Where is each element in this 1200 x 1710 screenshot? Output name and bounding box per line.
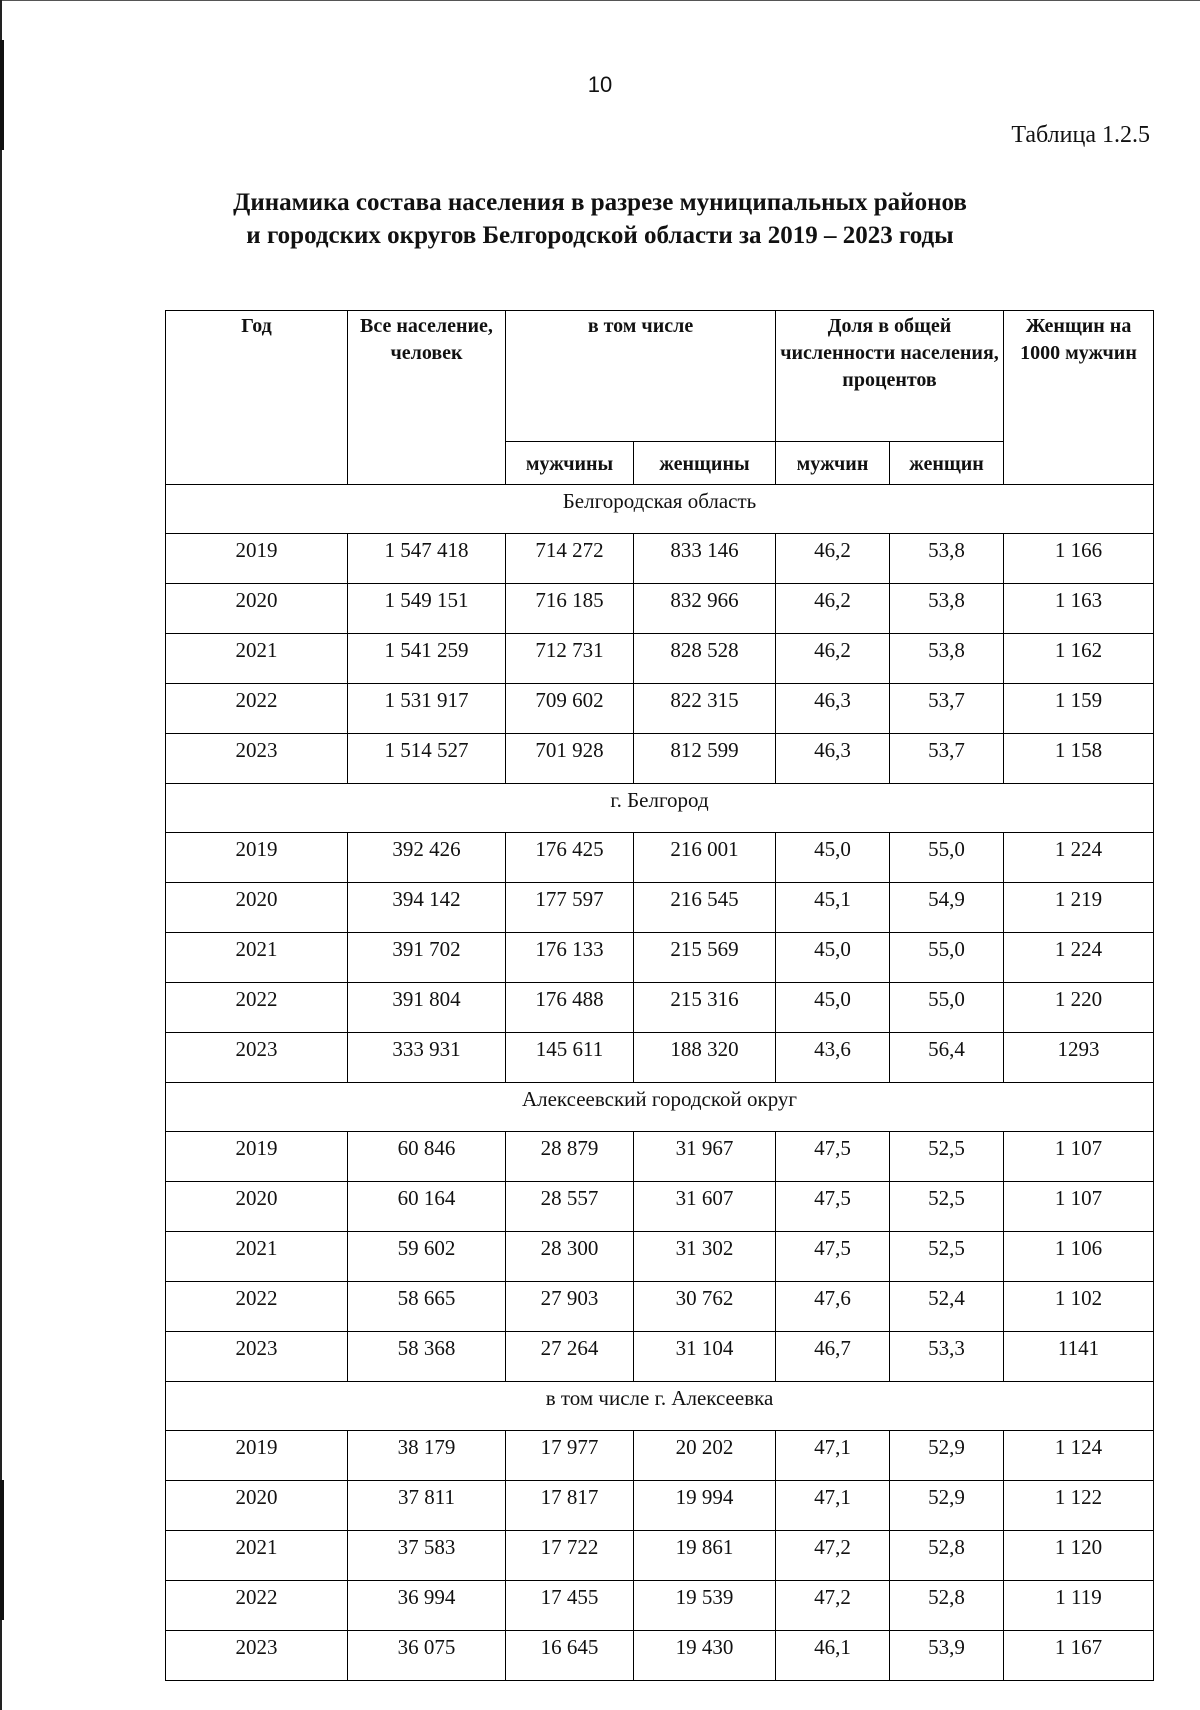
cell-year: 2023	[166, 1631, 348, 1681]
header-women-per-1000: Женщин на 1000 мужчин	[1004, 311, 1154, 485]
cell-year: 2020	[166, 584, 348, 634]
cell-women: 30 762	[634, 1282, 776, 1332]
cell-total: 60 164	[348, 1182, 506, 1232]
table-row	[166, 1033, 1154, 1083]
cell-total: 37 811	[348, 1481, 506, 1531]
cell-year: 2019	[166, 1431, 348, 1481]
cell-men: 17 977	[506, 1431, 634, 1481]
cell-year: 2022	[166, 684, 348, 734]
cell-share-men: 47,5	[776, 1182, 890, 1232]
table-row	[166, 1581, 1154, 1631]
cell-women-per-1000: 1 124	[1004, 1431, 1154, 1481]
scan-edge-left	[0, 0, 2, 1710]
header-share-women: женщин	[890, 442, 1004, 485]
cell-year: 2022	[166, 983, 348, 1033]
header-year: Год	[166, 311, 348, 485]
cell-total: 392 426	[348, 833, 506, 883]
table-row	[166, 1282, 1154, 1332]
cell-share-women: 56,4	[890, 1033, 1004, 1083]
cell-women: 822 315	[634, 684, 776, 734]
cell-men: 17 817	[506, 1481, 634, 1531]
cell-men: 177 597	[506, 883, 634, 933]
cell-women-per-1000: 1 119	[1004, 1581, 1154, 1631]
cell-share-men: 46,2	[776, 584, 890, 634]
cell-men: 28 879	[506, 1132, 634, 1182]
cell-year: 2023	[166, 734, 348, 784]
cell-women: 216 545	[634, 883, 776, 933]
cell-men: 17 722	[506, 1531, 634, 1581]
table-row	[166, 1631, 1154, 1681]
cell-share-women: 53,3	[890, 1332, 1004, 1382]
table-row	[166, 833, 1154, 883]
cell-share-women: 55,0	[890, 933, 1004, 983]
cell-total: 1 549 151	[348, 584, 506, 634]
cell-total: 60 846	[348, 1132, 506, 1182]
cell-women: 812 599	[634, 734, 776, 784]
title-line-2: и городских округов Белгородской области за 2019 – 2023 годы	[246, 222, 954, 249]
section-row	[166, 485, 1154, 534]
table-row	[166, 1182, 1154, 1232]
header-including: в том числе	[506, 311, 776, 442]
cell-women: 31 302	[634, 1232, 776, 1282]
cell-men: 716 185	[506, 584, 634, 634]
cell-women: 215 569	[634, 933, 776, 983]
cell-share-women: 53,8	[890, 634, 1004, 684]
cell-men: 701 928	[506, 734, 634, 784]
cell-year: 2023	[166, 1033, 348, 1083]
cell-men: 27 264	[506, 1332, 634, 1382]
cell-women-per-1000: 1 107	[1004, 1182, 1154, 1232]
page-number: 10	[587, 72, 613, 97]
cell-share-men: 47,1	[776, 1481, 890, 1531]
cell-women-per-1000: 1 220	[1004, 983, 1154, 1033]
cell-share-women: 53,8	[890, 584, 1004, 634]
cell-year: 2020	[166, 1481, 348, 1531]
cell-share-men: 43,6	[776, 1033, 890, 1083]
cell-women-per-1000: 1 224	[1004, 833, 1154, 883]
cell-total: 58 368	[348, 1332, 506, 1382]
cell-share-men: 47,5	[776, 1232, 890, 1282]
cell-share-women: 52,9	[890, 1481, 1004, 1531]
cell-share-women: 55,0	[890, 983, 1004, 1033]
header-share: Доля в общей численности населения, процентов	[776, 311, 1004, 442]
cell-share-men: 47,2	[776, 1531, 890, 1581]
section-title: г. Белгород	[166, 784, 1154, 833]
cell-total: 59 602	[348, 1232, 506, 1282]
cell-year: 2019	[166, 833, 348, 883]
cell-share-women: 52,5	[890, 1132, 1004, 1182]
cell-share-men: 45,0	[776, 833, 890, 883]
cell-women-per-1000: 1 120	[1004, 1531, 1154, 1581]
table-row	[166, 933, 1154, 983]
cell-women: 19 994	[634, 1481, 776, 1531]
header-women: женщины	[634, 442, 776, 485]
cell-total: 37 583	[348, 1531, 506, 1581]
cell-women-per-1000: 1 219	[1004, 883, 1154, 933]
cell-share-men: 46,7	[776, 1332, 890, 1382]
table-header	[166, 311, 1154, 485]
table-row	[166, 684, 1154, 734]
title-line-1: Динамика состава населения в разрезе муниципальных районов	[233, 189, 967, 216]
section-title: в том числе г. Алексеевка	[166, 1382, 1154, 1431]
cell-women-per-1000: 1141	[1004, 1332, 1154, 1382]
cell-year: 2020	[166, 883, 348, 933]
cell-women: 31 967	[634, 1132, 776, 1182]
cell-women: 31 104	[634, 1332, 776, 1382]
cell-women-per-1000: 1293	[1004, 1033, 1154, 1083]
cell-share-men: 47,5	[776, 1132, 890, 1182]
cell-year: 2019	[166, 1132, 348, 1182]
cell-women-per-1000: 1 167	[1004, 1631, 1154, 1681]
cell-share-men: 45,0	[776, 983, 890, 1033]
table-row	[166, 1481, 1154, 1531]
cell-year: 2021	[166, 1232, 348, 1282]
cell-total: 36 994	[348, 1581, 506, 1631]
cell-men: 28 300	[506, 1232, 634, 1282]
cell-women-per-1000: 1 122	[1004, 1481, 1154, 1531]
cell-women: 19 430	[634, 1631, 776, 1681]
page-title	[100, 186, 1100, 252]
table-row	[166, 1431, 1154, 1481]
cell-men: 28 557	[506, 1182, 634, 1232]
table-row	[166, 1332, 1154, 1382]
cell-women: 19 861	[634, 1531, 776, 1581]
cell-women-per-1000: 1 166	[1004, 534, 1154, 584]
cell-share-women: 53,8	[890, 534, 1004, 584]
cell-share-women: 53,7	[890, 734, 1004, 784]
cell-total: 38 179	[348, 1431, 506, 1481]
cell-women-per-1000: 1 106	[1004, 1232, 1154, 1282]
table-row	[166, 1232, 1154, 1282]
cell-women-per-1000: 1 163	[1004, 584, 1154, 634]
cell-total: 36 075	[348, 1631, 506, 1681]
cell-men: 714 272	[506, 534, 634, 584]
cell-total: 1 531 917	[348, 684, 506, 734]
cell-women-per-1000: 1 102	[1004, 1282, 1154, 1332]
cell-total: 333 931	[348, 1033, 506, 1083]
cell-total: 391 702	[348, 933, 506, 983]
cell-share-women: 55,0	[890, 833, 1004, 883]
cell-men: 712 731	[506, 634, 634, 684]
cell-women: 216 001	[634, 833, 776, 883]
cell-men: 709 602	[506, 684, 634, 734]
cell-share-men: 45,0	[776, 933, 890, 983]
section-title: Алексеевский городской округ	[166, 1083, 1154, 1132]
cell-men: 176 133	[506, 933, 634, 983]
cell-share-women: 52,9	[890, 1431, 1004, 1481]
table-row	[166, 1531, 1154, 1581]
cell-share-women: 52,8	[890, 1581, 1004, 1631]
cell-men: 145 611	[506, 1033, 634, 1083]
cell-share-men: 45,1	[776, 883, 890, 933]
cell-year: 2021	[166, 933, 348, 983]
cell-share-women: 54,9	[890, 883, 1004, 933]
cell-men: 16 645	[506, 1631, 634, 1681]
population-table	[165, 310, 1154, 1681]
cell-share-men: 47,1	[776, 1431, 890, 1481]
cell-women-per-1000: 1 107	[1004, 1132, 1154, 1182]
cell-share-men: 46,1	[776, 1631, 890, 1681]
cell-share-men: 46,3	[776, 684, 890, 734]
scan-edge-top	[0, 0, 1200, 1]
header-share-men: мужчин	[776, 442, 890, 485]
cell-women-per-1000: 1 159	[1004, 684, 1154, 734]
cell-share-men: 46,2	[776, 634, 890, 684]
cell-share-women: 52,5	[890, 1232, 1004, 1282]
header-men: мужчины	[506, 442, 634, 485]
cell-year: 2019	[166, 534, 348, 584]
table-row	[166, 534, 1154, 584]
cell-share-men: 47,6	[776, 1282, 890, 1332]
cell-women: 832 966	[634, 584, 776, 634]
cell-year: 2021	[166, 1531, 348, 1581]
cell-men: 17 455	[506, 1581, 634, 1631]
cell-share-men: 46,2	[776, 534, 890, 584]
cell-men: 27 903	[506, 1282, 634, 1332]
table-row	[166, 883, 1154, 933]
section-title: Белгородская область	[166, 485, 1154, 534]
cell-total: 1 541 259	[348, 634, 506, 684]
cell-women-per-1000: 1 158	[1004, 734, 1154, 784]
cell-year: 2022	[166, 1581, 348, 1631]
table-row	[166, 634, 1154, 684]
cell-year: 2020	[166, 1182, 348, 1232]
cell-year: 2022	[166, 1282, 348, 1332]
cell-share-women: 53,7	[890, 684, 1004, 734]
cell-women: 20 202	[634, 1431, 776, 1481]
cell-women: 19 539	[634, 1581, 776, 1631]
cell-total: 1 547 418	[348, 534, 506, 584]
cell-year: 2023	[166, 1332, 348, 1382]
cell-year: 2021	[166, 634, 348, 684]
table-row	[166, 734, 1154, 784]
cell-share-men: 46,3	[776, 734, 890, 784]
cell-total: 391 804	[348, 983, 506, 1033]
table-label: Таблица 1.2.5	[1011, 122, 1150, 148]
cell-share-women: 53,9	[890, 1631, 1004, 1681]
cell-women: 833 146	[634, 534, 776, 584]
cell-total: 58 665	[348, 1282, 506, 1332]
cell-women: 215 316	[634, 983, 776, 1033]
cell-women: 188 320	[634, 1033, 776, 1083]
cell-share-women: 52,4	[890, 1282, 1004, 1332]
section-row	[166, 1083, 1154, 1132]
cell-total: 1 514 527	[348, 734, 506, 784]
cell-share-women: 52,8	[890, 1531, 1004, 1581]
header-total: Все население, человек	[348, 311, 506, 485]
table-body	[166, 485, 1154, 1681]
cell-women: 828 528	[634, 634, 776, 684]
table-row	[166, 983, 1154, 1033]
cell-women: 31 607	[634, 1182, 776, 1232]
cell-men: 176 488	[506, 983, 634, 1033]
table-row	[166, 584, 1154, 634]
cell-women-per-1000: 1 224	[1004, 933, 1154, 983]
cell-total: 394 142	[348, 883, 506, 933]
section-row	[166, 784, 1154, 833]
scan-mark-left-bottom	[0, 1480, 4, 1620]
cell-men: 176 425	[506, 833, 634, 883]
section-row	[166, 1382, 1154, 1431]
cell-share-men: 47,2	[776, 1581, 890, 1631]
table-row	[166, 1132, 1154, 1182]
cell-share-women: 52,5	[890, 1182, 1004, 1232]
cell-women-per-1000: 1 162	[1004, 634, 1154, 684]
